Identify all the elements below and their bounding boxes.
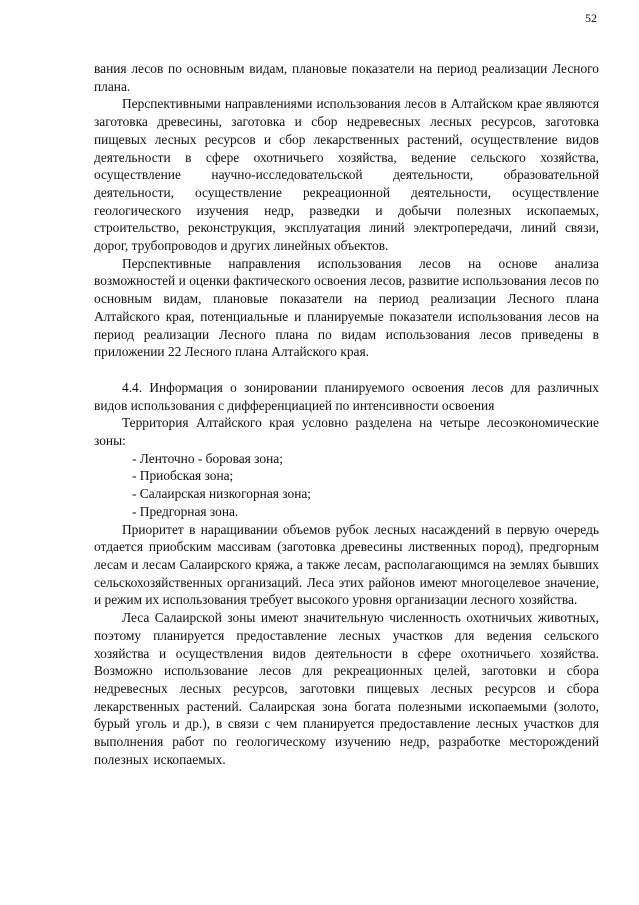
paragraph-perspective-directions: Перспективными направлениями использования лесов в Алтайском крае являются заготовка древесины, заготовка и сбор недревесных лесных ресурсов, заготовка пищевых лесных ресурсов и сбор лекарственных растений, осуществление видов деятельности в сфере охотничьего хозяйства, ведение сельского хозяйства, осуществление научно-исследовательской деятельности, образовательной деятельности, осуществление рекреационной деятельности, осуществление геологического изучения недр, разведки и добычи полезных ископаемых, строительство, реконструкция, эксплуатация линий электропередачи, линий связи, дорог, трубопроводов и других линейных объектов. bbox=[94, 96, 599, 254]
list-item: - Ленточно - боровая зона; bbox=[132, 450, 283, 466]
page-number: 52 bbox=[585, 11, 597, 25]
paragraph-perspective-analysis: Перспективные направления использования лесов на основе анализа возможностей и оценки фактического освоения лесов, развитие использования лесов по основным видам, плановые показатели на период реализации Лесного плана Алтайского края, потенциальные и планируемые показатели использования лесов на период реализации Лесного плана по видам использования лесов приведены в приложении 22 Лесного плана Алтайского края. bbox=[94, 255, 599, 360]
list-item: - Предгорная зона. bbox=[132, 503, 239, 519]
section-gap bbox=[94, 361, 599, 379]
section-heading: 4.4. Информация о зонировании планируемого освоения лесов для различных видов использования с дифференциацией по интенсивности освоения bbox=[94, 379, 599, 413]
paragraph-continuation: вания лесов по основным видам, плановые показатели на период реализации Лесного плана. bbox=[94, 61, 599, 94]
zones-list bbox=[94, 450, 599, 521]
list-item: - Салаирская низкогорная зона; bbox=[132, 486, 312, 502]
list-item: - Приобская зона; bbox=[132, 468, 234, 484]
section-intro: Территория Алтайского края условно разделена на четыре лесоэкономические зоны: bbox=[94, 415, 599, 449]
paragraph-priority: Приоритет в наращивании объемов рубок лесных насаждений в первую очередь отдается приобским массивам (заготовка древесины лиственных пород), предгорным лесам и лесам Салаирского кряжа, а также лесам, располагающимся на землях бывших сельскохозяйственных организаций. Леса этих районов имеют многоцелевое значение, и режим их использования требует высокого уровня организации лесного хозяйства. bbox=[94, 521, 599, 608]
paragraph-salair-zone: Леса Салаирской зоны имеют значительную численность охотничьих животных, поэтому планируется предоставление лесных участков для ведения сельского хозяйства и осуществления видов деятельности в сфере охотничьего хозяйства. Возможно использование лесов для рекреационных целей, заготовки и сбора недревесных лесных ресурсов, заготовки пищевых лесных ресурсов и сбора лекарственных растений. Салаирская зона богата полезными ископаемыми (золото, бурый уголь и др.), в связи с чем планируется предоставление лесных участков для выполнения работ по геологическому изучению недр, разработке месторождений полезных ископаемых. bbox=[94, 610, 599, 767]
page-content bbox=[94, 60, 599, 768]
